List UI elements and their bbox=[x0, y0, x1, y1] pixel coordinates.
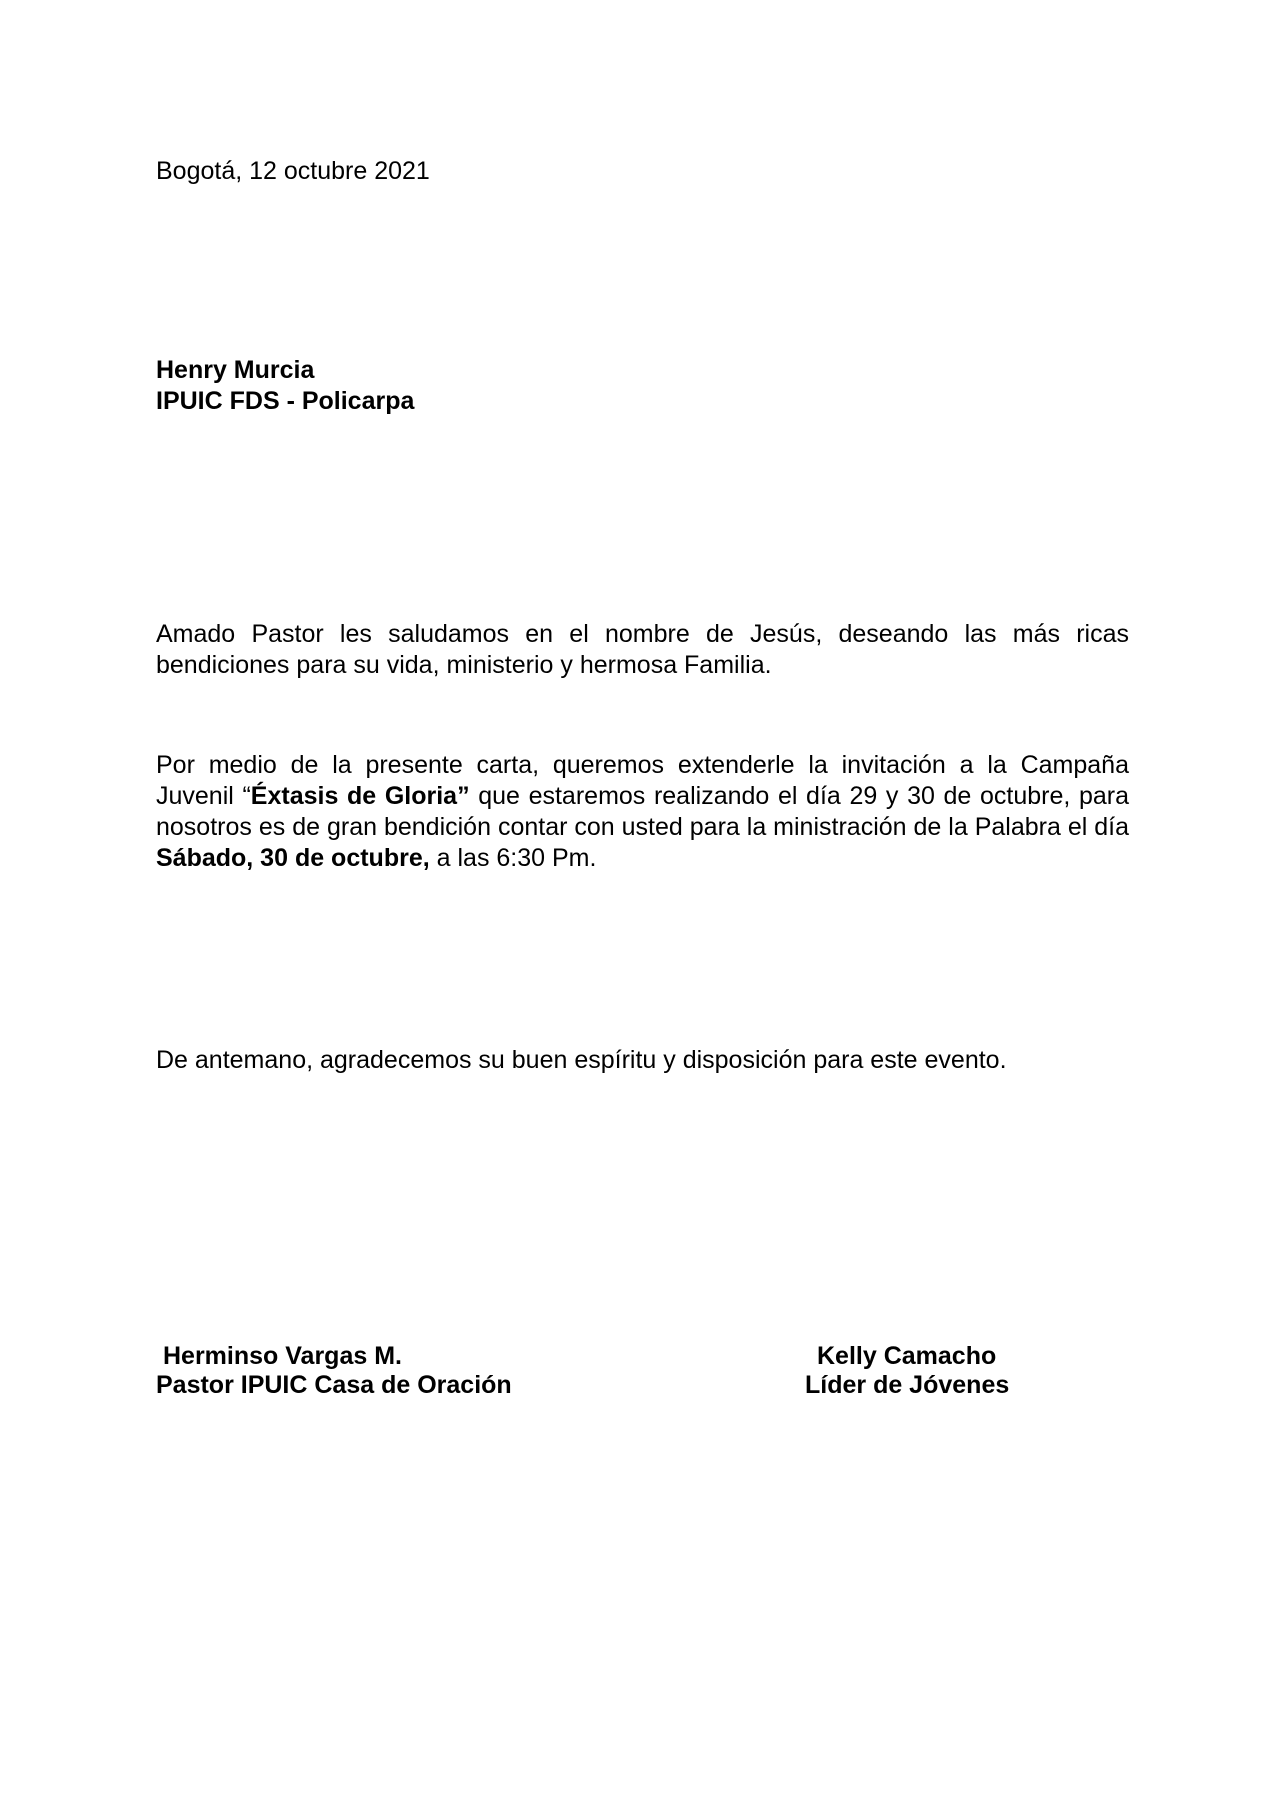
closing-paragraph: De antemano, agradecemos su buen espíritu y disposición para este evento. bbox=[156, 1046, 1007, 1074]
recipient-name: Henry Murcia bbox=[156, 356, 315, 384]
signer-name: Kelly Camacho bbox=[817, 1342, 997, 1370]
signature-left bbox=[156, 1341, 512, 1399]
invitation-text-1: Por medio de la presente carta, queremos extenderle la invitación a la Campaña Juvenil “ bbox=[156, 751, 1129, 810]
recipient-block bbox=[156, 355, 414, 417]
signer-title: Líder de Jóvenes bbox=[805, 1371, 1010, 1399]
event-name: Éxtasis de Gloria” bbox=[250, 782, 470, 810]
invitation-text-2: que estaremos realizando el día 29 y 30 de octubre, para nosotros es de gran bendición contar con usted para la ministración de la Palabra el día bbox=[156, 782, 1129, 841]
signature-right bbox=[805, 1341, 1009, 1399]
event-day: Sábado, 30 de octubre, bbox=[156, 844, 430, 872]
recipient-organization: IPUIC FDS - Policarpa bbox=[156, 387, 415, 415]
signer-name: Herminso Vargas M. bbox=[163, 1342, 402, 1370]
signer-title: Pastor IPUIC Casa de Oración bbox=[156, 1371, 512, 1399]
letter-date: Bogotá, 12 octubre 2021 bbox=[156, 157, 430, 185]
invitation-paragraph bbox=[156, 750, 1129, 874]
greeting-paragraph: Amado Pastor les saludamos en el nombre de Jesús, deseando las más ricas bendiciones para su vida, ministerio y hermosa Familia. bbox=[156, 620, 1129, 679]
invitation-text-3: a las 6:30 Pm. bbox=[429, 844, 597, 872]
